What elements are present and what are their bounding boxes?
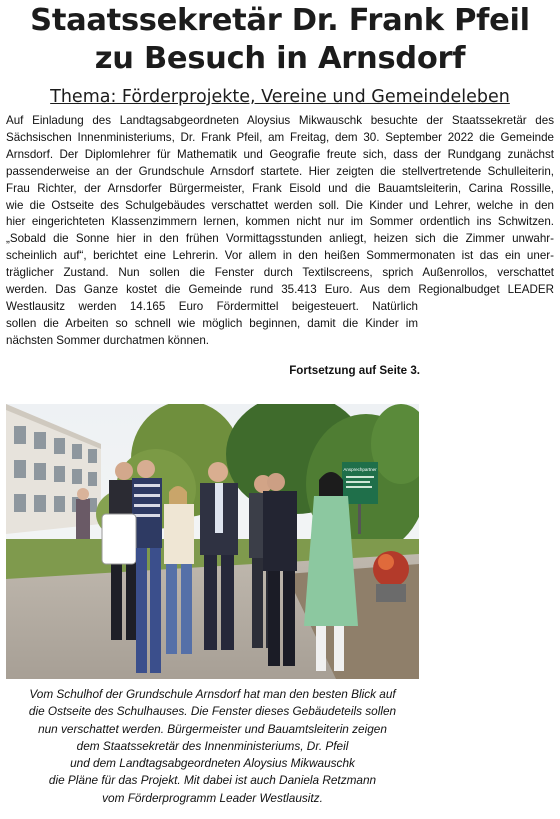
- caption-line: nun verschattet werden. Bürgermeister und Bauamtsleiterin zeigen: [38, 721, 387, 736]
- article-photo: [6, 404, 419, 679]
- body-line: nächsten Sommer durchatmen können.: [6, 333, 210, 347]
- caption-line: vom Förderprogramm Leader Westlausitz.: [102, 790, 323, 805]
- body-line: Arnsdorf. Der Diplomlehrer für Mathematik und Geografie freute sich, dass der Rundgang zunächst: [6, 147, 554, 161]
- body-line: Auf Einladung des Landtagsabgeordneten Aloysius Mikwauschk besuchte der Staatssekretär des: [6, 114, 554, 127]
- body-line: „Sobald die Sonne hier in den frühen Vormittagsstunden anliegt, heizen sich die Zimmer unwahr-: [6, 232, 554, 246]
- photo-illustration: [6, 404, 419, 679]
- article-body: [6, 113, 554, 350]
- headline-line-2: zu Besuch in Arnsdorf: [94, 41, 466, 76]
- body-line: Frau Richter, der Arnsdorfer Bürgermeister, Frank Eisold und die Bauamtsleiterin, Carina Rossille,: [6, 181, 554, 195]
- caption-line: die Ostseite des Schulhauses. Die Fenster dieses Gebäudeteils sollen: [28, 704, 397, 719]
- body-line: hier eingerichteten Klassenzimmern lernen, kommen nicht nur im Sommer ordentlich ins Schwitzen.: [6, 215, 554, 229]
- caption-line: dem Staatssekretär des Innenministeriums, Dr. Pfeil: [76, 738, 349, 753]
- subheadline: Thema: Förderprojekte, Vereine und Gemeindeleben: [50, 87, 510, 107]
- caption-line: und dem Landtagsabgeordneten Aloysius Mikwauschk: [70, 756, 355, 771]
- body-line: Westlausitz werden 14.165 Euro Fördermittel beigesteuert. Natürlich: [6, 299, 418, 313]
- headline-line-1: Staatssekretär Dr. Frank Pfeil: [30, 3, 530, 38]
- body-line: passenderweise an der Grundschule Arnsdorf startete. Hier zeigten die stellvertretende Schulleiterin,: [6, 164, 554, 178]
- body-line: wie die Ostseite des Schulgebäudes verschattet werden soll. Die Kinder und Lehrer, welche in den: [6, 198, 554, 212]
- continuation-note: Fortsetzung auf Seite 3.: [289, 364, 420, 377]
- headline: [0, 2, 560, 78]
- body-line: werden. Das Ganze kostet die Gemeinde rund 35.413 Euro. Aus dem Regionalbudget LEADER: [6, 283, 554, 297]
- body-line: scheinlich auf“, berichtet eine Lehrerin. Vor allem in den heißen Sommermonaten ist das ein uner-: [6, 249, 554, 263]
- body-line: Sächsischen Innenministeriums, Dr. Frank Pfeil, am Freitag, dem 30. September 2022 die Gemeinde: [6, 130, 554, 144]
- caption-line: Vom Schulhof der Grundschule Arnsdorf hat man den besten Blick auf: [29, 687, 396, 701]
- body-line: sollen die Arbeiten so schnell wie möglich beginnen, damit die Kinder im: [6, 316, 418, 330]
- sign-text: Ansprechpartner: [343, 467, 377, 472]
- photo-caption: [6, 686, 419, 807]
- caption-line: die Pläne für das Projekt. Mit dabei ist auch Daniela Retzmann: [48, 773, 377, 788]
- body-line: träglicher Zustand. Nun sollen die Fenster durch Textilscreens, sprich Außenrollos, verschattet: [6, 266, 554, 280]
